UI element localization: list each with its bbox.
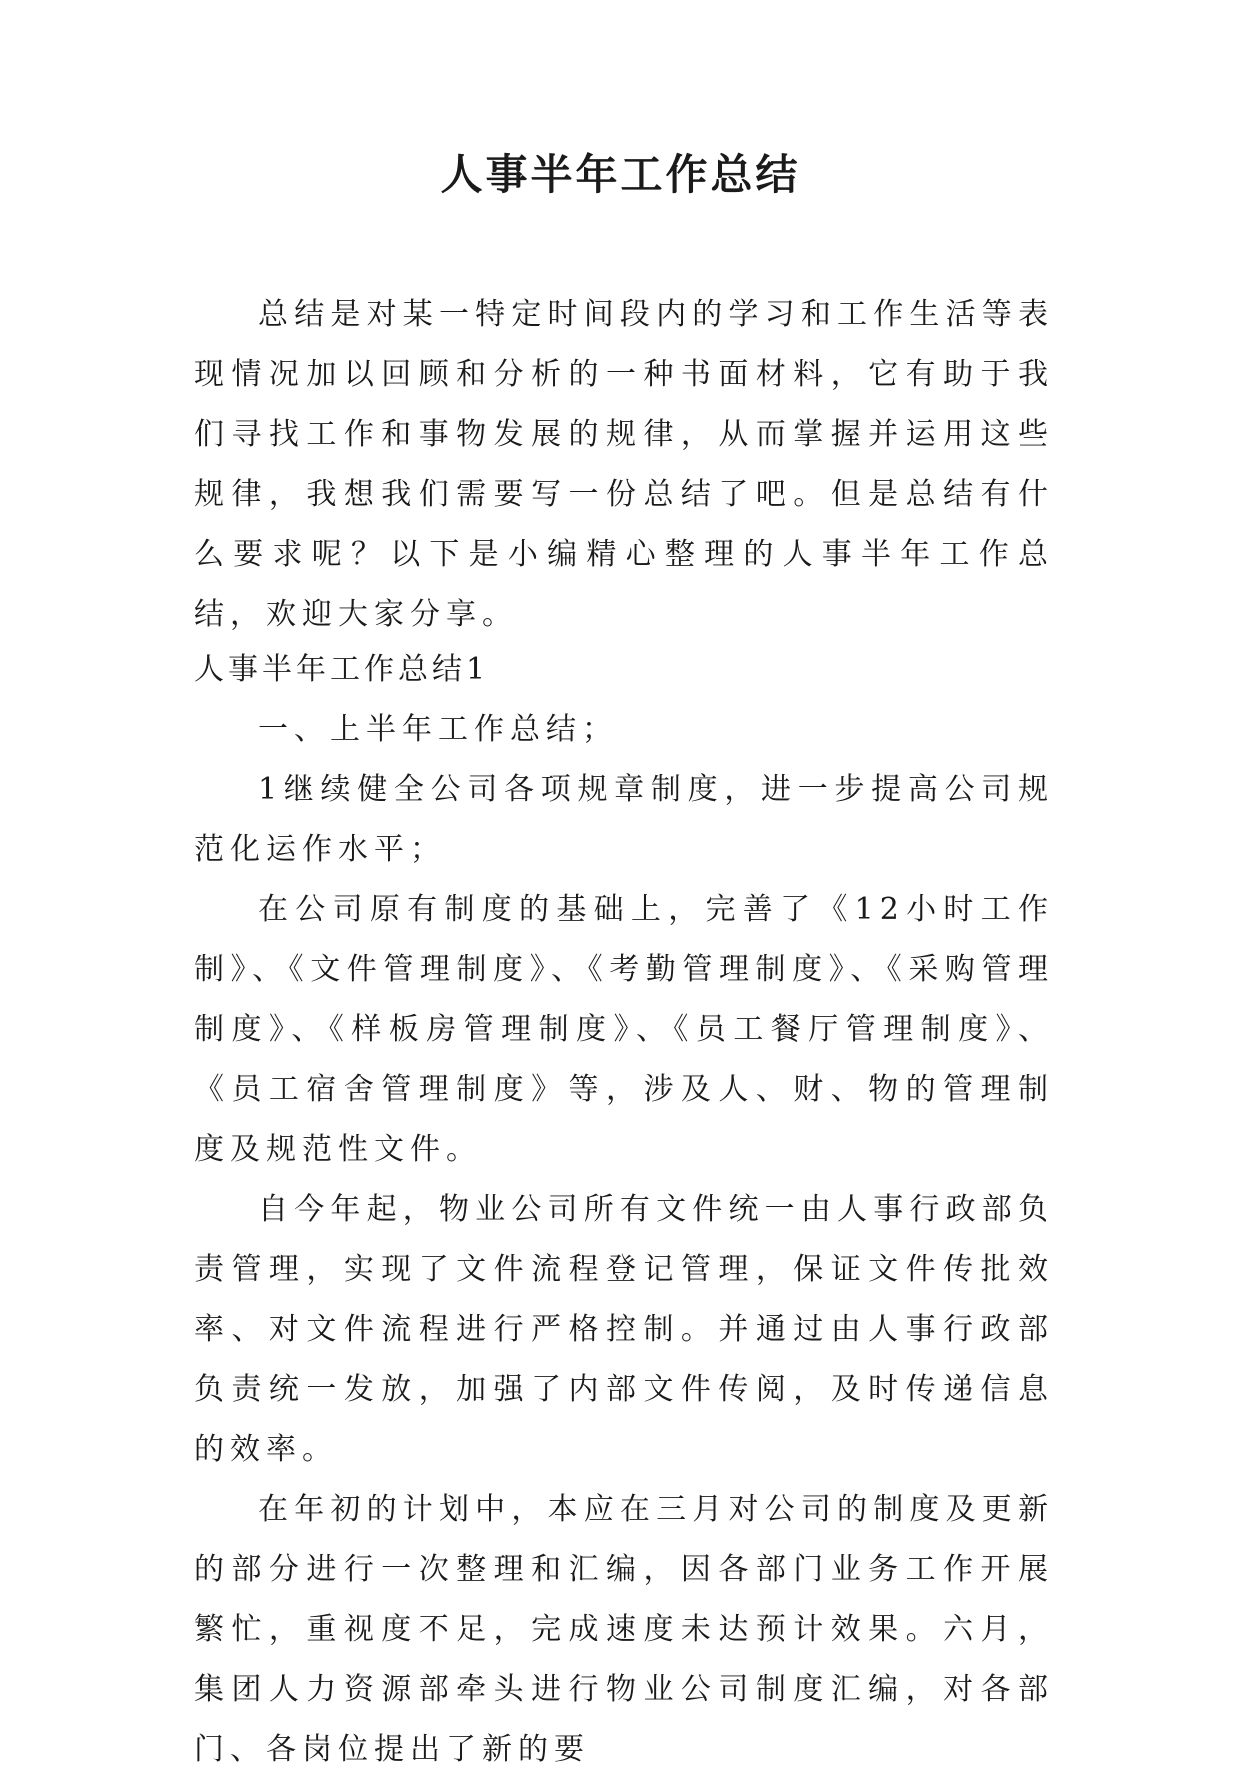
paragraph-documents: 自今年起，物业公司所有文件统一由人事行政部负责管理，实现了文件流程登记管理，保证文件传批效率、对文件流程进行严格控制。并通过由人事行政部负责统一发放，加强了内部文件传阅，及时传递信息的效率。 [194,1192,1054,1467]
paragraph-heading: 一、上半年工作总结； [258,712,618,747]
section-title: 人事半年工作总结1 [194,652,490,687]
paragraph-rules: 在公司原有制度的基础上，完善了《12小时工作制》、《文件管理制度》、《考勤管理制度》、《采购管理制度》、《样板房管理制度》、《员工餐厅管理制度》、《员工宿舍管理制度》等，涉及人、财、物的管理制度及规范性文件。 [194,892,1054,1167]
intro-paragraph: 总结是对某一特定时间段内的学习和工作生活等表现情况加以回顾和分析的一种书面材料，它有助于我们寻找工作和事物发展的规律，从而掌握并运用这些规律，我想我们需要写一份总结了吧。但是总结有什么要求呢？以下是小编精心整理的人事半年工作总结，欢迎大家分享。 [194,297,1054,632]
paragraph-item-1: 1继续健全公司各项规章制度，进一步提高公司规范化运作水平； [194,772,1054,867]
section-1 [194,640,1054,1780]
document-title: 人事半年工作总结 [440,150,801,199]
paragraph-plan: 在年初的计划中，本应在三月对公司的制度及更新的部分进行一次整理和汇编，因各部门业务工作开展繁忙，重视度不足，完成速度未达预计效果。六月，集团人力资源部牵头进行物业公司制度汇编，对各部门、各岗位提出了新的要 [194,1492,1054,1767]
